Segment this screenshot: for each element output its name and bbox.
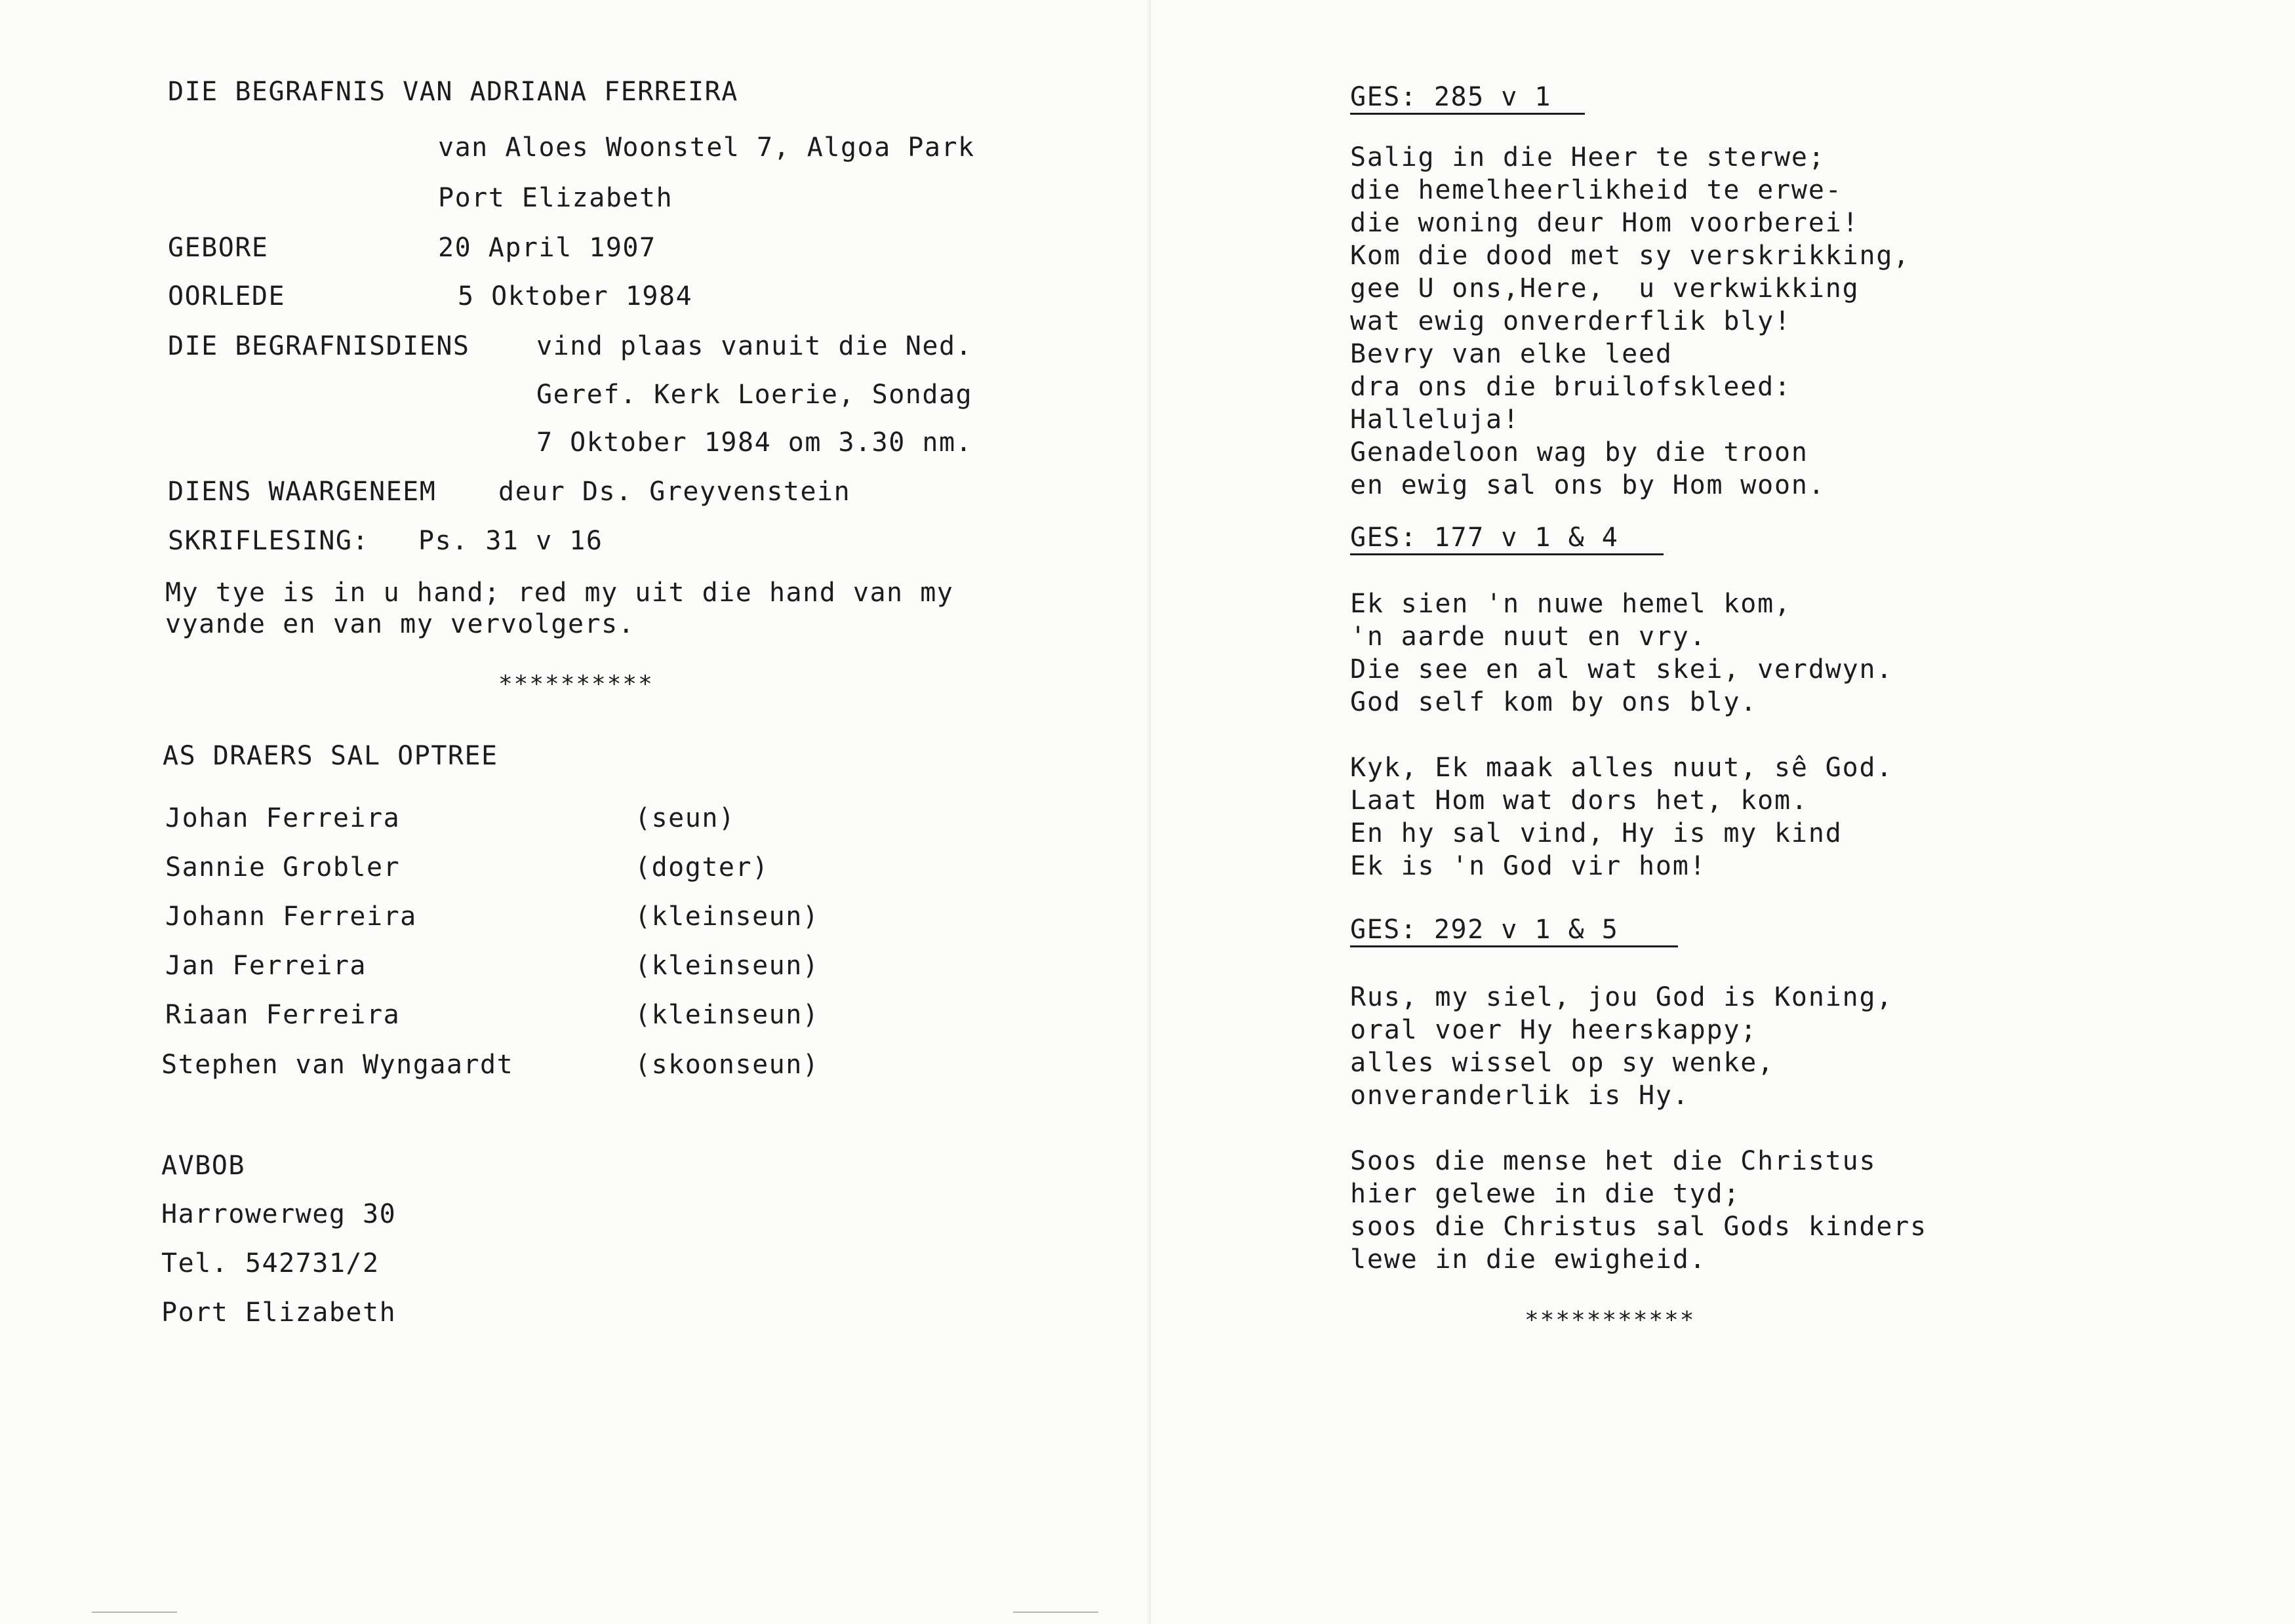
born-label: GEBORE xyxy=(168,233,269,263)
hymn-heading-underline xyxy=(1350,553,1664,555)
hymn-heading-underline xyxy=(1350,945,1678,947)
reading-text-line-1: My tye is in u hand; red my uit die hand van my xyxy=(165,578,954,608)
undertaker-street: Harrowerweg 30 xyxy=(161,1199,397,1229)
hymn-heading: GES: 292 v 1 & 5 xyxy=(1350,915,1619,945)
bearer-relation: (seun) xyxy=(635,803,736,833)
separator-stars: *********** xyxy=(1525,1307,1696,1334)
hymn-verse xyxy=(1350,981,1927,1276)
address-line-1: van Aloes Woonstel 7, Algoa Park xyxy=(438,132,975,163)
bearer-name: Johan Ferreira xyxy=(165,803,401,833)
hymn-line: Genadeloon wag by die troon xyxy=(1350,437,1808,467)
hymn-verse xyxy=(1350,587,1893,882)
reading-reference: Ps. 31 v 16 xyxy=(418,526,603,556)
corner-mark xyxy=(1013,1612,1098,1613)
address-line-2: Port Elizabeth xyxy=(438,183,673,213)
right-page xyxy=(1151,0,2295,1624)
hymn-line: wat ewig onverderflik bly! xyxy=(1350,306,1791,336)
bearers-heading: AS DRAERS SAL OPTREE xyxy=(163,741,498,771)
hymn-line: Bevry van elke leed xyxy=(1350,339,1673,369)
hymn-line: Salig in die Heer te sterwe; xyxy=(1350,142,1826,172)
hymn-line: alles wissel op sy wenke, xyxy=(1350,1048,1775,1078)
hymn-line: 'n aarde nuut en vry. xyxy=(1350,622,1707,652)
died-date: 5 Oktober 1984 xyxy=(458,281,693,311)
hymn-line: En hy sal vind, Hy is my kind xyxy=(1350,818,1843,848)
officiant-name: deur Ds. Greyvenstein xyxy=(498,477,851,507)
bearer-relation: (kleinseun) xyxy=(635,951,820,981)
born-date: 20 April 1907 xyxy=(438,233,656,263)
service-label: DIE BEGRAFNISDIENS xyxy=(168,331,470,361)
hymn-line: die hemelheerlikheid te erwe- xyxy=(1350,175,1843,205)
service-line-1: vind plaas vanuit die Ned. xyxy=(536,331,973,361)
undertaker-city: Port Elizabeth xyxy=(161,1297,397,1328)
hymn-heading: GES: 285 v 1 xyxy=(1350,82,1551,112)
reading-label: SKRIFLESING: xyxy=(168,526,369,556)
hymn-line: Rus, my siel, jou God is Koning, xyxy=(1350,982,1894,1012)
died-label: OORLEDE xyxy=(168,281,286,311)
hymn-line: lewe in die ewigheid. xyxy=(1350,1244,1707,1275)
bearer-name: Riaan Ferreira xyxy=(165,1000,401,1030)
hymn-line xyxy=(1350,719,1893,751)
undertaker-name: AVBOB xyxy=(161,1151,245,1181)
hymn-line: Die see en al wat skei, verdwyn. xyxy=(1350,654,1894,684)
bearer-relation: (kleinseun) xyxy=(635,1000,820,1030)
hymn-heading-underline xyxy=(1350,113,1585,115)
hymn-line xyxy=(1350,1112,1927,1145)
hymn-line: Laat Hom wat dors het, kom. xyxy=(1350,785,1808,816)
corner-mark xyxy=(92,1612,177,1613)
hymn-line: die woning deur Hom voorberei! xyxy=(1350,208,1860,238)
hymn-line: Ek is 'n God vir hom! xyxy=(1350,851,1707,881)
bearer-name: Jan Ferreira xyxy=(165,951,367,981)
bearer-name: Sannie Grobler xyxy=(165,852,401,882)
reading-text-line-2: vyande en van my vervolgers. xyxy=(165,609,635,639)
hymn-line: gee U ons,Here, u verkwikking xyxy=(1350,273,1860,304)
hymn-heading: GES: 177 v 1 & 4 xyxy=(1350,523,1619,553)
service-line-3: 7 Oktober 1984 om 3.30 nm. xyxy=(536,427,973,458)
bearer-relation: (skoonseun) xyxy=(635,1050,820,1080)
hymn-line: Halleluja! xyxy=(1350,405,1520,435)
hymn-line: soos die Christus sal Gods kinders xyxy=(1350,1212,1927,1242)
undertaker-phone: Tel. 542731/2 xyxy=(161,1248,380,1278)
hymn-line: God self kom by ons bly. xyxy=(1350,687,1758,717)
hymn-verse xyxy=(1350,141,1910,502)
hymn-line: dra ons die bruilofskleed: xyxy=(1350,372,1791,402)
separator-stars: ********** xyxy=(498,671,654,698)
hymn-line: Kyk, Ek maak alles nuut, sê God. xyxy=(1350,753,1894,783)
hymn-line: Ek sien 'n nuwe hemel kom, xyxy=(1350,589,1791,619)
bearer-name: Johann Ferreira xyxy=(165,901,417,932)
hymn-line: oral voer Hy heerskappy; xyxy=(1350,1015,1758,1045)
bearer-relation: (kleinseun) xyxy=(635,901,820,932)
funeral-title: DIE BEGRAFNIS VAN ADRIANA FERREIRA xyxy=(168,77,738,107)
hymn-line: en ewig sal ons by Hom woon. xyxy=(1350,470,1826,500)
bearer-name: Stephen van Wyngaardt xyxy=(161,1050,514,1080)
officiant-label: DIENS WAARGENEEM xyxy=(168,477,437,507)
hymn-line: onveranderlik is Hy. xyxy=(1350,1080,1690,1111)
hymn-line: hier gelewe in die tyd; xyxy=(1350,1179,1741,1209)
hymn-line: Kom die dood met sy verskrikking, xyxy=(1350,241,1911,271)
bearer-relation: (dogter) xyxy=(635,852,769,882)
hymn-line: Soos die mense het die Christus xyxy=(1350,1146,1877,1176)
service-line-2: Geref. Kerk Loerie, Sondag xyxy=(536,380,973,410)
